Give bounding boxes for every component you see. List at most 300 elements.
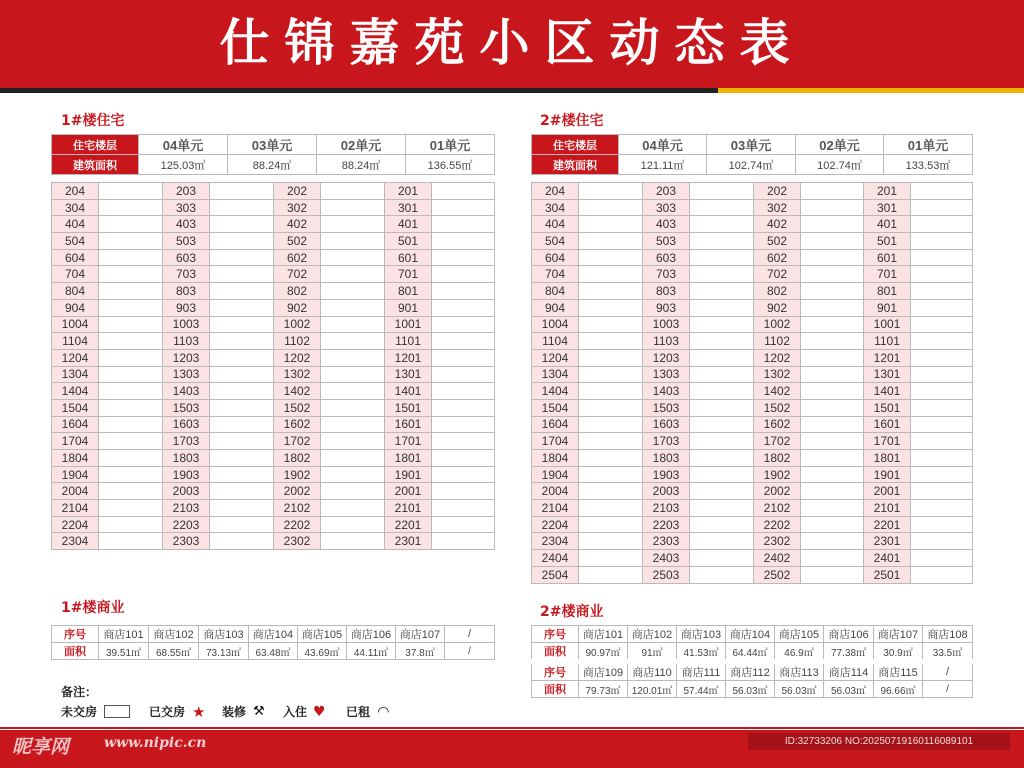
room-status-cell[interactable] (321, 333, 385, 350)
room-status-cell[interactable] (801, 500, 864, 517)
room-status-cell[interactable] (690, 216, 754, 233)
area-label: 建筑面积 (532, 155, 619, 175)
room-status-cell[interactable] (911, 266, 973, 283)
shop-area: 64.44㎡ (726, 643, 775, 662)
room-status-cell[interactable] (801, 399, 864, 416)
unit-area: 102.74㎡ (796, 155, 884, 175)
floor-row (532, 283, 973, 300)
room-number: 402 (274, 216, 321, 233)
room-status-cell[interactable] (911, 516, 973, 533)
room-number: 1503 (163, 399, 210, 416)
room-status-cell[interactable] (801, 416, 864, 433)
room-status-cell[interactable] (99, 533, 163, 550)
room-number: 1003 (643, 316, 690, 333)
room-status-cell[interactable] (321, 516, 385, 533)
room-number: 2004 (52, 483, 99, 500)
watermark-url: www.nipic.cn (104, 735, 207, 751)
room-status-cell[interactable] (210, 416, 274, 433)
room-status-cell[interactable] (99, 416, 163, 433)
floor-row (532, 533, 973, 550)
room-number: 2104 (52, 500, 99, 517)
room-status-cell[interactable] (801, 550, 864, 567)
room-status-cell[interactable] (690, 516, 754, 533)
room-status-cell[interactable] (210, 516, 274, 533)
floor-row (532, 399, 973, 416)
shop-name: / (923, 662, 973, 681)
room-status-cell[interactable] (801, 516, 864, 533)
room-status-cell[interactable] (911, 550, 973, 567)
room-status-cell[interactable] (432, 466, 495, 483)
unit-area: 102.74㎡ (707, 155, 796, 175)
room-status-cell[interactable] (99, 233, 163, 250)
room-number: 1201 (385, 349, 432, 366)
room-status-cell[interactable] (210, 316, 274, 333)
commercial-row-label: 面积 (532, 681, 579, 698)
room-status-cell[interactable] (690, 433, 754, 450)
room-number: 1804 (52, 450, 99, 467)
room-number: 2003 (643, 483, 690, 500)
room-status-cell[interactable] (579, 433, 643, 450)
room-status-cell[interactable] (321, 299, 385, 316)
room-status-cell[interactable] (432, 483, 495, 500)
room-status-cell[interactable] (579, 399, 643, 416)
room-status-cell[interactable] (579, 316, 643, 333)
room-status-cell[interactable] (801, 216, 864, 233)
room-status-cell[interactable] (210, 199, 274, 216)
commercial-row (532, 681, 973, 698)
room-status-cell[interactable] (579, 516, 643, 533)
room-status-cell[interactable] (99, 316, 163, 333)
room-status-cell[interactable] (801, 249, 864, 266)
room-status-cell[interactable] (99, 383, 163, 400)
room-status-cell[interactable] (210, 500, 274, 517)
room-status-cell[interactable] (690, 266, 754, 283)
room-number: 1301 (385, 366, 432, 383)
room-status-cell[interactable] (210, 233, 274, 250)
room-number: 1703 (163, 433, 210, 450)
room-status-cell[interactable] (432, 433, 495, 450)
shop-area: 41.53㎡ (677, 643, 726, 662)
room-status-cell[interactable] (321, 183, 385, 200)
room-number: 2301 (385, 533, 432, 550)
room-number: 2002 (274, 483, 321, 500)
room-status-cell[interactable] (801, 266, 864, 283)
room-status-cell[interactable] (911, 233, 973, 250)
floor-row (532, 349, 973, 366)
room-status-cell[interactable] (911, 199, 973, 216)
room-status-cell[interactable] (432, 316, 495, 333)
room-status-cell[interactable] (690, 399, 754, 416)
room-status-cell[interactable] (99, 366, 163, 383)
room-number: 1201 (864, 349, 911, 366)
room-number: 1102 (754, 333, 801, 350)
room-status-cell[interactable] (911, 450, 973, 467)
room-number: 1601 (864, 416, 911, 433)
room-status-cell[interactable] (99, 299, 163, 316)
room-status-cell[interactable] (579, 383, 643, 400)
room-number: 401 (385, 216, 432, 233)
floor-row (532, 416, 973, 433)
room-number: 502 (274, 233, 321, 250)
room-status-cell[interactable] (579, 199, 643, 216)
room-status-cell[interactable] (210, 483, 274, 500)
room-status-cell[interactable] (579, 249, 643, 266)
room-status-cell[interactable] (321, 416, 385, 433)
room-status-cell[interactable] (321, 249, 385, 266)
room-number: 1303 (163, 366, 210, 383)
room-status-cell[interactable] (432, 500, 495, 517)
room-status-cell[interactable] (210, 533, 274, 550)
room-number: 2003 (163, 483, 210, 500)
shop-area: 120.01㎡ (628, 681, 677, 698)
room-number: 603 (643, 249, 690, 266)
shop-name: 商店102 (628, 626, 677, 643)
room-status-cell[interactable] (99, 266, 163, 283)
room-status-cell[interactable] (579, 349, 643, 366)
room-status-cell[interactable] (911, 383, 973, 400)
floor-row (52, 316, 495, 333)
room-status-cell[interactable] (579, 550, 643, 567)
room-status-cell[interactable] (99, 433, 163, 450)
legend-label: 已租 (346, 705, 371, 719)
room-status-cell[interactable] (801, 333, 864, 350)
room-status-cell[interactable] (690, 500, 754, 517)
room-number: 1904 (52, 466, 99, 483)
room-status-cell[interactable] (210, 183, 274, 200)
room-status-cell[interactable] (210, 349, 274, 366)
room-status-cell[interactable] (99, 183, 163, 200)
room-status-cell[interactable] (432, 233, 495, 250)
room-status-cell[interactable] (432, 533, 495, 550)
room-status-cell[interactable] (99, 283, 163, 300)
room-status-cell[interactable] (210, 450, 274, 467)
room-status-cell[interactable] (99, 516, 163, 533)
room-number: 1304 (52, 366, 99, 383)
floor-row (52, 500, 495, 517)
floor-row (532, 550, 973, 567)
room-status-cell[interactable] (801, 366, 864, 383)
room-status-cell[interactable] (911, 399, 973, 416)
room-status-cell[interactable] (690, 333, 754, 350)
room-status-cell[interactable] (99, 199, 163, 216)
unit-header: 03单元 (707, 135, 796, 155)
room-status-cell[interactable] (911, 316, 973, 333)
room-status-cell[interactable] (690, 550, 754, 567)
room-status-cell[interactable] (321, 466, 385, 483)
footer-line (0, 727, 1024, 729)
room-status-cell[interactable] (432, 183, 495, 200)
commercial-row (532, 662, 973, 681)
unit-header: 02单元 (796, 135, 884, 155)
unit-area: 88.24㎡ (317, 155, 406, 175)
room-status-cell[interactable] (321, 383, 385, 400)
room-status-cell[interactable] (321, 433, 385, 450)
room-status-cell[interactable] (911, 283, 973, 300)
room-status-cell[interactable] (210, 466, 274, 483)
room-status-cell[interactable] (432, 516, 495, 533)
room-status-cell[interactable] (911, 299, 973, 316)
room-status-cell[interactable] (801, 283, 864, 300)
room-status-cell[interactable] (801, 316, 864, 333)
room-number: 1902 (754, 466, 801, 483)
shop-area: 96.66㎡ (874, 681, 923, 698)
room-status-cell[interactable] (801, 533, 864, 550)
arc-icon: ◠ (378, 704, 389, 720)
room-number: 1202 (274, 349, 321, 366)
room-number: 502 (754, 233, 801, 250)
room-number: 201 (385, 183, 432, 200)
floor-row (52, 266, 495, 283)
header-band-dark (0, 88, 718, 93)
room-status-cell[interactable] (432, 249, 495, 266)
room-status-cell[interactable] (99, 249, 163, 266)
room-number: 804 (532, 283, 579, 300)
room-number: 1603 (163, 416, 210, 433)
room-number: 2403 (643, 550, 690, 567)
room-status-cell[interactable] (579, 266, 643, 283)
building1-residential-title: 1#楼住宅 (61, 113, 125, 129)
room-status-cell[interactable] (911, 183, 973, 200)
room-status-cell[interactable] (690, 299, 754, 316)
room-status-cell[interactable] (579, 216, 643, 233)
room-status-cell[interactable] (690, 199, 754, 216)
room-status-cell[interactable] (99, 500, 163, 517)
room-status-cell[interactable] (911, 249, 973, 266)
room-status-cell[interactable] (99, 483, 163, 500)
room-status-cell[interactable] (210, 399, 274, 416)
room-status-cell[interactable] (690, 566, 754, 583)
room-status-cell[interactable] (801, 199, 864, 216)
room-number: 1402 (754, 383, 801, 400)
room-status-cell[interactable] (911, 333, 973, 350)
room-status-cell[interactable] (911, 366, 973, 383)
room-status-cell[interactable] (432, 450, 495, 467)
room-number: 2501 (864, 566, 911, 583)
room-status-cell[interactable] (432, 266, 495, 283)
room-status-cell[interactable] (210, 216, 274, 233)
room-number: 2203 (643, 516, 690, 533)
room-number: 1504 (532, 399, 579, 416)
room-status-cell[interactable] (579, 416, 643, 433)
room-status-cell[interactable] (690, 283, 754, 300)
room-status-cell[interactable] (321, 500, 385, 517)
room-status-cell[interactable] (801, 466, 864, 483)
room-status-cell[interactable] (210, 433, 274, 450)
floor-row (52, 383, 495, 400)
room-status-cell[interactable] (321, 283, 385, 300)
room-status-cell[interactable] (911, 466, 973, 483)
room-status-cell[interactable] (801, 450, 864, 467)
room-status-cell[interactable] (210, 383, 274, 400)
room-status-cell[interactable] (801, 233, 864, 250)
unit-area: 121.11㎡ (619, 155, 707, 175)
room-status-cell[interactable] (801, 183, 864, 200)
room-status-cell[interactable] (690, 366, 754, 383)
room-status-cell[interactable] (690, 416, 754, 433)
room-number: 401 (864, 216, 911, 233)
room-number: 703 (163, 266, 210, 283)
room-status-cell[interactable] (911, 349, 973, 366)
room-number: 501 (385, 233, 432, 250)
room-number: 1903 (643, 466, 690, 483)
room-status-cell[interactable] (321, 316, 385, 333)
shop-area: 90.97㎡ (579, 643, 628, 662)
room-status-cell[interactable] (579, 450, 643, 467)
room-status-cell[interactable] (579, 466, 643, 483)
room-number: 701 (864, 266, 911, 283)
room-status-cell[interactable] (911, 566, 973, 583)
room-status-cell[interactable] (432, 383, 495, 400)
room-status-cell[interactable] (911, 533, 973, 550)
room-status-cell[interactable] (321, 233, 385, 250)
room-status-cell[interactable] (210, 266, 274, 283)
area-label: 建筑面积 (52, 155, 139, 175)
room-status-cell[interactable] (579, 233, 643, 250)
room-number: 2201 (864, 516, 911, 533)
building2-rooms-table (531, 182, 973, 584)
room-status-cell[interactable] (801, 433, 864, 450)
room-status-cell[interactable] (579, 500, 643, 517)
room-status-cell[interactable] (321, 349, 385, 366)
room-status-cell[interactable] (432, 349, 495, 366)
room-status-cell[interactable] (432, 416, 495, 433)
room-status-cell[interactable] (432, 299, 495, 316)
room-number: 1301 (864, 366, 911, 383)
room-status-cell[interactable] (911, 483, 973, 500)
room-status-cell[interactable] (911, 216, 973, 233)
room-number: 901 (864, 299, 911, 316)
room-status-cell[interactable] (801, 299, 864, 316)
room-status-cell[interactable] (321, 533, 385, 550)
floor-row (52, 516, 495, 533)
shop-name: 商店109 (579, 662, 628, 681)
room-status-cell[interactable] (690, 533, 754, 550)
legend-label: 入住 (283, 705, 308, 719)
room-status-cell[interactable] (321, 399, 385, 416)
room-number: 1202 (754, 349, 801, 366)
room-status-cell[interactable] (579, 299, 643, 316)
room-number: 1304 (532, 366, 579, 383)
room-status-cell[interactable] (690, 249, 754, 266)
room-number: 2001 (385, 483, 432, 500)
room-status-cell[interactable] (210, 283, 274, 300)
room-status-cell[interactable] (321, 450, 385, 467)
room-number: 302 (274, 199, 321, 216)
room-status-cell[interactable] (321, 266, 385, 283)
room-status-cell[interactable] (911, 416, 973, 433)
room-status-cell[interactable] (801, 349, 864, 366)
shop-name: 商店112 (726, 662, 775, 681)
room-status-cell[interactable] (99, 216, 163, 233)
floor-row (52, 333, 495, 350)
room-status-cell[interactable] (210, 333, 274, 350)
room-status-cell[interactable] (432, 366, 495, 383)
room-status-cell[interactable] (690, 466, 754, 483)
room-number: 2102 (754, 500, 801, 517)
room-status-cell[interactable] (321, 216, 385, 233)
room-status-cell[interactable] (432, 199, 495, 216)
room-status-cell[interactable] (99, 450, 163, 467)
room-status-cell[interactable] (690, 483, 754, 500)
room-status-cell[interactable] (690, 183, 754, 200)
shop-name: 商店101 (579, 626, 628, 643)
room-number: 1701 (864, 433, 911, 450)
room-number: 1303 (643, 366, 690, 383)
room-status-cell[interactable] (579, 183, 643, 200)
shop-name: 商店106 (347, 626, 396, 643)
floor-row (52, 533, 495, 550)
room-number: 702 (754, 266, 801, 283)
unit-header: 02单元 (317, 135, 406, 155)
floor-row (52, 233, 495, 250)
room-number: 1103 (643, 333, 690, 350)
room-status-cell[interactable] (579, 283, 643, 300)
room-number: 904 (52, 299, 99, 316)
room-status-cell[interactable] (801, 566, 864, 583)
room-status-cell[interactable] (579, 366, 643, 383)
room-status-cell[interactable] (801, 483, 864, 500)
floor-row (532, 199, 973, 216)
room-status-cell[interactable] (432, 283, 495, 300)
room-status-cell[interactable] (432, 216, 495, 233)
room-status-cell[interactable] (99, 333, 163, 350)
room-status-cell[interactable] (690, 349, 754, 366)
room-number: 2301 (864, 533, 911, 550)
room-status-cell[interactable] (210, 299, 274, 316)
room-status-cell[interactable] (321, 199, 385, 216)
room-status-cell[interactable] (579, 333, 643, 350)
room-status-cell[interactable] (432, 333, 495, 350)
room-status-cell[interactable] (210, 249, 274, 266)
room-number: 1104 (52, 333, 99, 350)
room-status-cell[interactable] (321, 366, 385, 383)
room-status-cell[interactable] (690, 233, 754, 250)
building1-rooms-table (51, 182, 495, 550)
room-number: 1401 (385, 383, 432, 400)
room-number: 504 (532, 233, 579, 250)
room-status-cell[interactable] (801, 383, 864, 400)
room-status-cell[interactable] (99, 399, 163, 416)
room-number: 2204 (532, 516, 579, 533)
hammer-icon: ⚒ (253, 704, 265, 719)
room-status-cell[interactable] (690, 383, 754, 400)
room-number: 2103 (163, 500, 210, 517)
room-number: 2504 (532, 566, 579, 583)
room-status-cell[interactable] (579, 533, 643, 550)
room-status-cell[interactable] (579, 566, 643, 583)
floor-label: 住宅楼层 (532, 135, 619, 155)
room-number: 304 (532, 199, 579, 216)
commercial-row (532, 643, 973, 662)
room-status-cell[interactable] (690, 316, 754, 333)
room-status-cell[interactable] (911, 433, 973, 450)
room-number: 403 (643, 216, 690, 233)
room-status-cell[interactable] (432, 399, 495, 416)
shop-name: 商店114 (824, 662, 874, 681)
room-status-cell[interactable] (99, 349, 163, 366)
room-status-cell[interactable] (99, 466, 163, 483)
room-status-cell[interactable] (321, 483, 385, 500)
room-number: 1904 (532, 466, 579, 483)
shop-area: 77.38㎡ (824, 643, 874, 662)
room-status-cell[interactable] (911, 500, 973, 517)
floor-row (52, 183, 495, 200)
room-number: 1404 (532, 383, 579, 400)
room-status-cell[interactable] (210, 366, 274, 383)
room-status-cell[interactable] (690, 450, 754, 467)
room-number: 1501 (864, 399, 911, 416)
room-status-cell[interactable] (579, 483, 643, 500)
